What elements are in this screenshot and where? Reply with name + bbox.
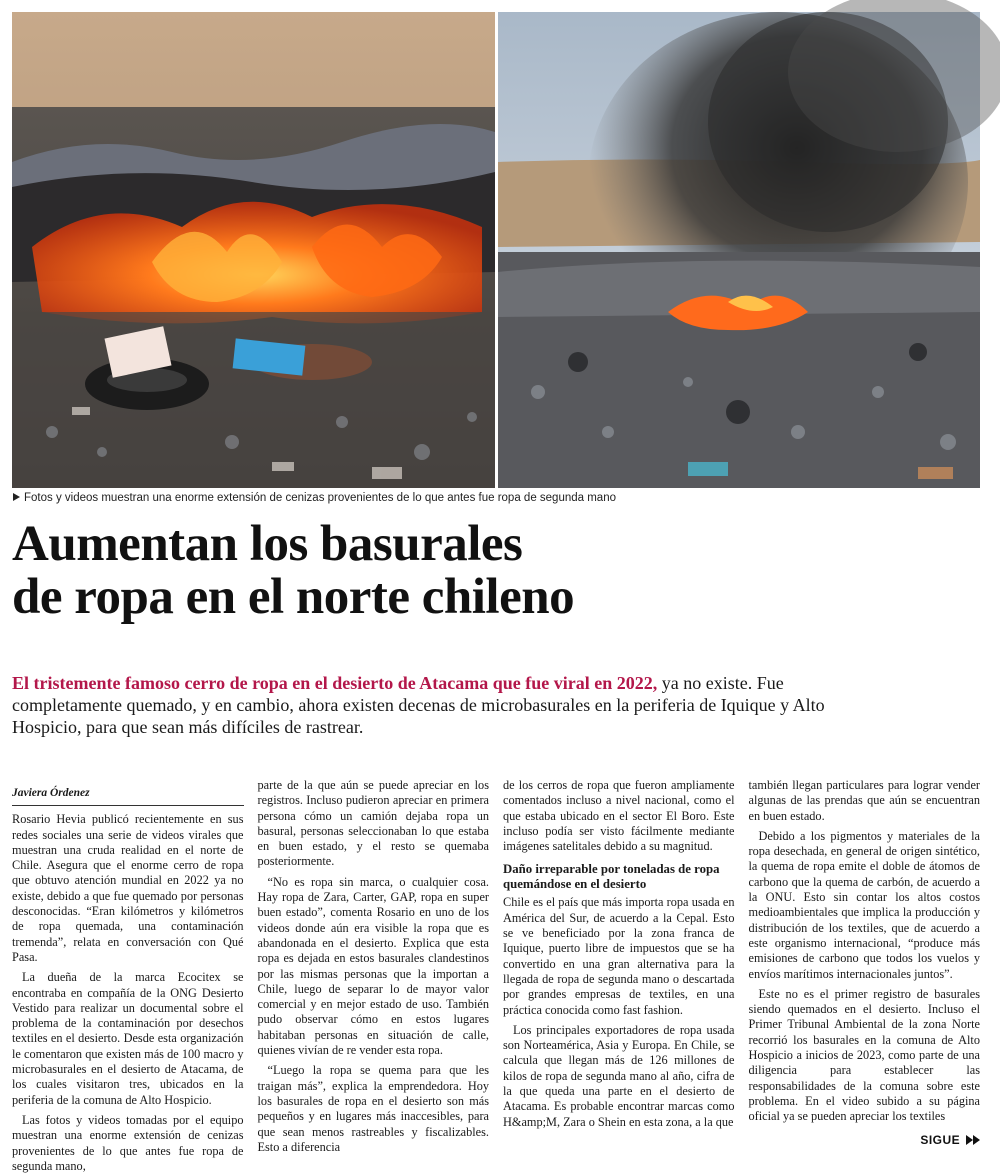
article-body (12, 778, 980, 1173)
body-paragraph: Las fotos y videos tomadas por el equipo muestran una enorme extensión de cenizas provenientes de lo que antes fue ropa de segunda mano, (12, 1112, 244, 1173)
lead-paragraph (12, 672, 892, 738)
body-paragraph: Los principales exportadores de ropa usada son Norteamérica, Asia y Europa. En Chile, se calcula que llegan más de 126 millones de kilos de ropa de segunda mano al año, cifra de la que queda una parte en el desierto de Atacama. Es probable encontrar marcas como H&amp;M, Zara o Shein en esta zona, a la que (503, 1022, 735, 1129)
body-paragraph: “Luego la ropa se quema para que les traigan más”, explica la emprendedora. Hoy los basurales de ropa en el desierto son más pequeños y en lugares más inaccesibles, para que sean menos rastreables y fiscalizables. Esto a diferencia (257, 1063, 489, 1154)
continues-label: SIGUE (920, 1133, 961, 1147)
headline-line-1: Aumentan los basurales (12, 516, 523, 572)
body-paragraph: también llegan particulares para lograr vender algunas de las prendas que aún se encuentran en buen estado. (748, 778, 980, 823)
headline (12, 518, 912, 624)
body-paragraph: de los cerros de ropa que fueron ampliamente comentados incluso a nivel nacional, como el que estaba ubicado en el sector El Boro. Este incluso podía ser visto fácilmente mediante imágenes satelitales debido a su magnitud. (503, 778, 735, 854)
burning-clothes-photo-left (12, 12, 495, 488)
section-subhead: Daño irreparable por toneladas de ropa quemándose en el desierto (503, 862, 720, 892)
body-paragraph: Este no es el primer registro de basurales siendo quemados en el desierto. Incluso el Primer Tribunal Ambiental de la zona Norte recorrió los basurales en la comuna de Alto Hospicio a inicios de 2023, como parte de una diligencia para establecer las responsabilidades de la comuna sobre este problema. En el video subido a su página oficial ya se pueden apreciar los textiles (748, 986, 980, 1124)
caption-arrow-icon (13, 493, 20, 501)
column-2 (257, 778, 490, 1154)
continues-link[interactable] (920, 1133, 980, 1147)
body-paragraph: parte de la que aún se puede apreciar en los registros. Incluso pudieron apreciar en primera persona cómo un camión dejaba ropa un basural, personas seleccionaban lo que estaba en buen estado, y el resto se quemaba posteriormente. (257, 778, 489, 869)
lead-highlight: El tristemente famoso cerro de ropa en el desierto de Atacama que fue viral en 2022, (12, 673, 658, 693)
body-paragraph: Debido a los pigmentos y materiales de la ropa desechada, en general de origen sintético, la quema de ropa emite el doble de átomos de carbono que la quema de carbón, de acuerdo a la ONU. Esto sin contar los altos costos medioambientales que implica la producción y distribución de los textiles, que de acuerdo a este organismo internacional, “produce más emisiones de carbono que todos los vuelos y envíos marítimos internacionales juntos”. (748, 828, 980, 981)
column-1 (12, 778, 244, 1173)
burning-clothes-photo-right (498, 12, 980, 488)
byline: Javiera Órdenez (12, 778, 244, 806)
body-paragraph: Rosario Hevia publicó recientemente en sus redes sociales una serie de videos virales que muestran una cruda realidad en el norte de Chile. Asegura que el enorme cerro de ropa que obtuvo atención mundial en 2022 ya no existe, debido a que fue quemado por personas desconocidas. “Eran kilómetros y kilómetros de ropa quemada, una contaminación tremenda”, relata en conversación con Qué Pasa. (12, 812, 244, 964)
desert-fire-image-left (12, 12, 495, 488)
photo-caption (13, 492, 983, 504)
body-paragraph: La dueña de la marca Ecocitex se encontraba en compañía de la ONG Desierto Vestido para realizar un documental sobre el problema de la contaminación por desechos textiles en el desierto. Desde esta organización le comentaron que existen más de 100 macro y microbasurales en el desierto de Atacama, de los cuales visitaron tres, ubicados en la periferia de la comuna de Alto Hospicio. (12, 970, 244, 1107)
column-4 (749, 778, 981, 1150)
photo-caption-text: Fotos y videos muestran una enorme extensión de cenizas provenientes de lo que antes fue ropa de segunda mano (24, 492, 616, 504)
body-paragraph: “No es ropa sin marca, o cualquier cosa. Hay ropa de Zara, Carter, GAP, ropa en super buen estado”, comenta Rosario en uno de los videos donde aún era visible la ropa que es abandonada en el desierto. Explica que esta ropa es dejada en estos basurales clandestinos por las mismas personas que la importan a Chile, luego de separar lo de mayor valor comercial y en mejor estado de uso. También pudo observar cómo en estos lugares habitaban personas en situación de calle, quienes vivían de re vender esta ropa. (257, 874, 489, 1058)
desert-smoke-image-right (498, 12, 980, 488)
arrow-right-icon (966, 1135, 973, 1145)
lead-rest: ya no existe. Fue completamente quemado, y en cambio, ahora existen decenas de microbasurales en la periferia de Iquique y Alto Hospicio, para que sean más difíciles de rastrear. (12, 673, 825, 737)
column-3 (503, 778, 735, 1150)
body-paragraph: Chile es el país que más importa ropa usada en América del Sur, de acuerdo a la Cepal. Esto se ve beneficiado por la zona franca de Iquique, puerto libre de impuestos que se ha convertido en una gran alternativa para la llegada de ropa de segunda mano o descartada por grandes empresas de textiles, en una práctica conocida como fast fashion. (503, 895, 735, 1017)
headline-line-2: de ropa en el norte chileno (12, 569, 575, 625)
arrow-right-icon (973, 1135, 980, 1145)
photo-pair (12, 12, 980, 488)
